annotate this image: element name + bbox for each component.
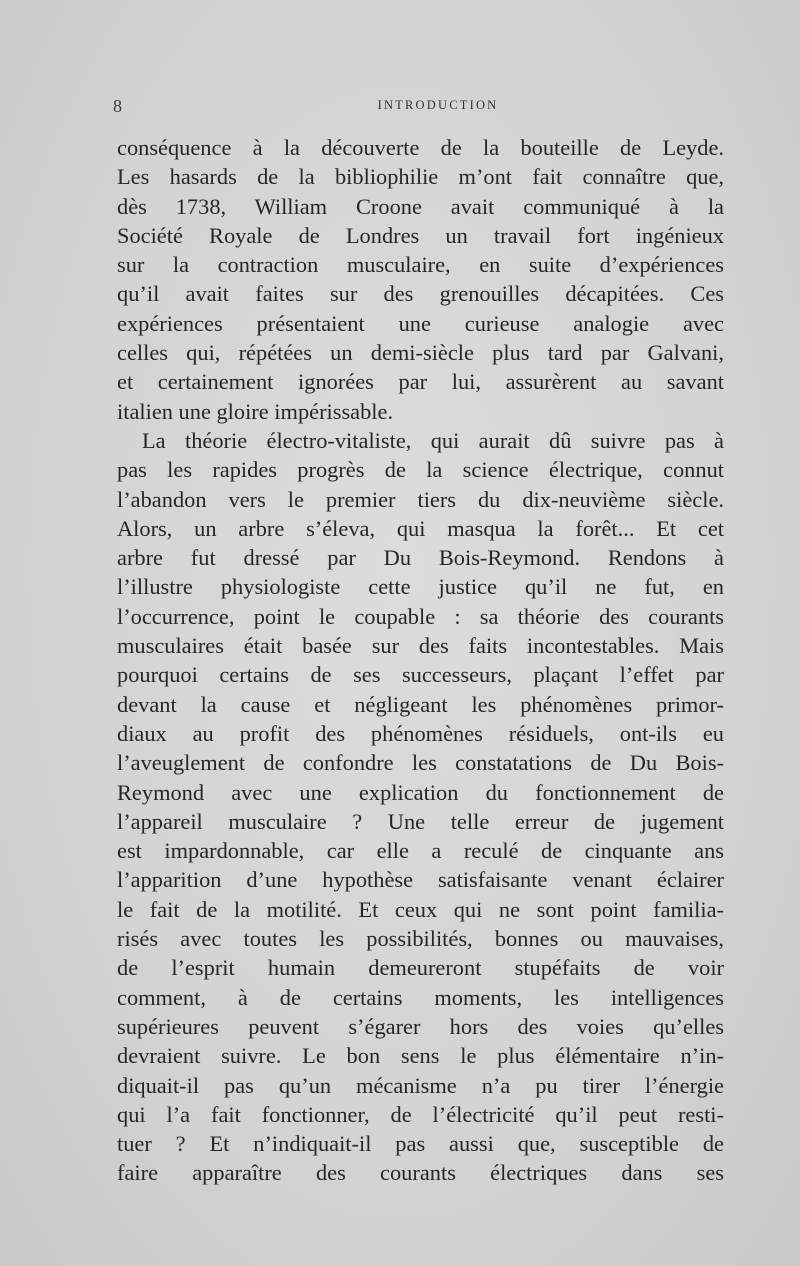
text-line: Alors, un arbre s’éleva, qui masqua la forêt... Et cet (117, 515, 724, 541)
text-line: tuer ? Et n’indiquait-il pas aussi que, susceptible de (117, 1131, 724, 1157)
text-line: diaux au profit des phénomènes résiduels, ont-ils eu (117, 720, 724, 746)
body-text (117, 133, 724, 1188)
text-line: musculaires était basée sur des faits incontestables. Mais (117, 633, 724, 659)
text-line: sur la contraction musculaire, en suite d’expériences (117, 252, 724, 278)
text-line: de l’esprit humain demeureront stupéfaits de voir (117, 955, 724, 981)
text-line: le fait de la motilité. Et ceux qui ne sont point familia- (117, 896, 724, 922)
text-line: pourquoi certains de ses successeurs, plaçant l’effet par (117, 662, 724, 688)
text-line: risés avec toutes les possibilités, bonnes ou mauvaises, (117, 926, 724, 952)
text-line: diquait-il pas qu’un mécanisme n’a pu tirer l’énergie (117, 1072, 724, 1098)
text-line: qu’il avait faites sur des grenouilles décapitées. Ces (117, 281, 724, 307)
text-line: pas les rapides progrès de la science électrique, connut (117, 457, 724, 483)
text-line: et certainement ignorées par lui, assurèrent au savant (117, 369, 724, 395)
text-line: comment, à de certains moments, les intelligences (117, 984, 724, 1010)
text-line: celles qui, répétées un demi-siècle plus tard par Galvani, (117, 340, 724, 366)
text-line: Société Royale de Londres un travail fort ingénieux (117, 222, 724, 248)
text-line: devant la cause et négligeant les phénomènes primor- (117, 691, 724, 717)
text-line: Les hasards de la bibliophilie m’ont fait connaître que, (117, 164, 724, 190)
text-line: supérieures peuvent s’égarer hors des voies qu’elles (117, 1013, 724, 1039)
text-line: arbre fut dressé par Du Bois-Reymond. Rendons à (117, 545, 724, 571)
text-line: l’abandon vers le premier tiers du dix-neuvième siècle. (117, 486, 724, 512)
text-line: conséquence à la découverte de la bouteille de Leyde. (117, 135, 724, 160)
text-line: qui l’a fait fonctionner, de l’électricité qu’il peut resti- (117, 1101, 724, 1127)
text-line-paragraph-start: La théorie électro-vitaliste, qui aurait dû suivre pas à (142, 427, 724, 453)
text-line: est impardonnable, car elle a reculé de cinquante ans (117, 838, 724, 864)
page-header (113, 96, 723, 120)
text-line: l’occurrence, point le coupable : sa théorie des courants (117, 603, 724, 629)
text-line: dès 1738, William Croone avait communiqué à la (117, 193, 724, 219)
text-line: expériences présentaient une curieuse analogie avec (117, 310, 724, 336)
running-head: INTRODUCTION (377, 98, 499, 112)
page-number: 8 (113, 96, 122, 116)
text-line: faire apparaître des courants électriques dans ses (117, 1160, 724, 1186)
text-line: devraient suivre. Le bon sens le plus élémentaire n’in- (117, 1043, 724, 1069)
text-line: l’apparition d’une hypothèse satisfaisante venant éclairer (117, 867, 724, 893)
text-line: l’appareil musculaire ? Une telle erreur de jugement (117, 808, 724, 834)
text-line: l’aveuglement de confondre les constatations de Du Bois- (117, 750, 724, 776)
text-line-paragraph-end: italien une gloire impérissable. (117, 398, 394, 424)
text-line: Reymond avec une explication du fonctionnement de (117, 779, 724, 805)
text-line: l’illustre physiologiste cette justice qu’il ne fut, en (117, 574, 724, 600)
